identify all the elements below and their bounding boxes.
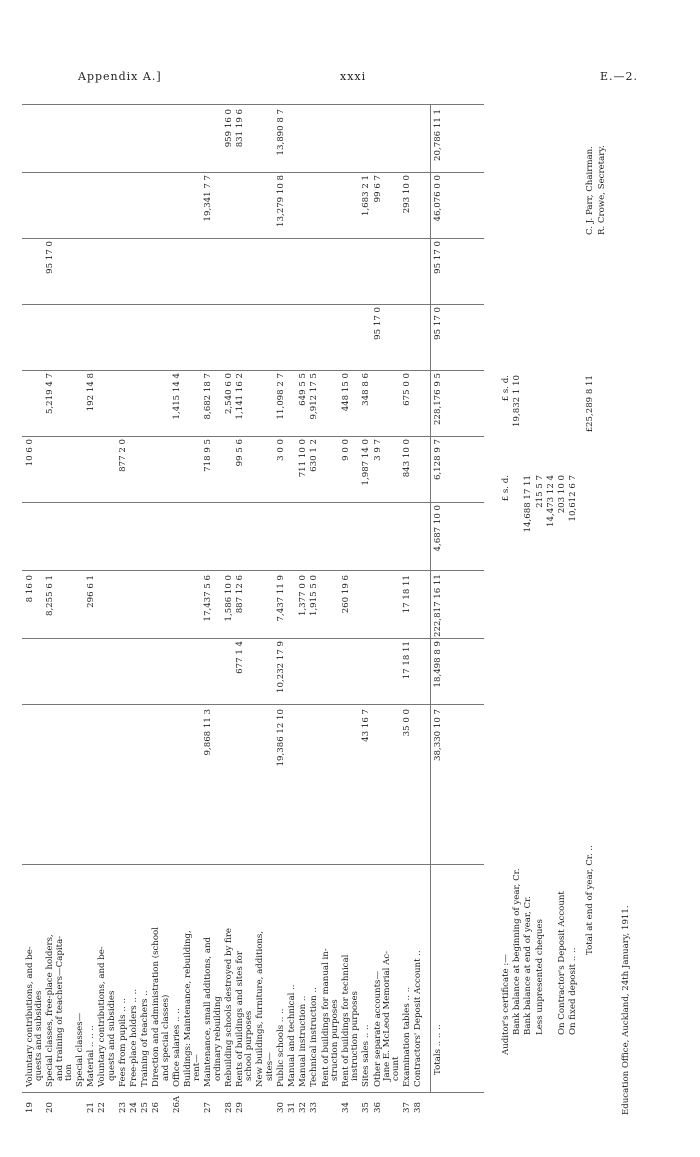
cell-value: 35 0 0 [402, 709, 413, 737]
cell-value: 293 10 0 [402, 175, 413, 214]
cell-value: 649 5 5 [298, 373, 309, 406]
column-rule [22, 238, 484, 239]
signature-secretary: R. Crowe, Secretary. [596, 145, 607, 235]
cell-value: 13,890 8 7 [275, 109, 286, 156]
totals-value: 95 17 0 [432, 241, 443, 274]
row-label: Contractors' Deposit Account .. [413, 950, 424, 1087]
totals-value: 95 17 0 [432, 307, 443, 340]
row-label: rent— [192, 1054, 203, 1081]
cell-value: 959 16 0 [223, 109, 234, 148]
row-label: quests and subsidies [34, 990, 45, 1081]
row-number: 21 [86, 1102, 97, 1113]
row-label: count [391, 1056, 401, 1081]
row-number: 34 [341, 1102, 351, 1113]
certificate-line: On Contractor's Deposit Account [557, 891, 567, 1035]
cell-value: 43 16 7 [361, 709, 372, 742]
row-number: 26A [171, 1095, 182, 1113]
footer-text: Education Office, Auckland, 24th January, 1911. [621, 905, 632, 1115]
row-number: 27 [203, 1102, 214, 1113]
cell-value: 9,868 11 3 [203, 709, 214, 756]
row-number: 22 [97, 1102, 108, 1113]
column-rule [22, 1092, 484, 1093]
row-label: Jane E. McLeod Memorial Ac- [381, 950, 392, 1081]
row-number: 23 [117, 1102, 128, 1113]
cell-value: 13,279 10 8 [275, 175, 286, 227]
row-number: 30 [275, 1102, 286, 1113]
cell-value: 9 0 0 [341, 439, 351, 461]
cell-value: 2,540 6 0 [223, 373, 234, 415]
totals-value: 6,128 9 7 [432, 439, 443, 481]
cell-value: 7,437 11 9 [275, 575, 286, 622]
row-label: ordinary rebuilding [212, 996, 223, 1081]
cell-value: 3 9 7 [372, 439, 383, 461]
cell-value: 711 10 0 [298, 439, 309, 478]
column-rule [22, 172, 484, 173]
certificate-amount: 19,832 1 10 [512, 375, 523, 427]
row-label: quests and subsidies [106, 990, 117, 1081]
column-rule [22, 436, 484, 437]
row-label: Public schools .. .. [275, 1008, 286, 1087]
row-label: Office salaries .. .. [171, 1008, 182, 1087]
totals-value: 4,687 10 0 [432, 505, 443, 552]
row-label: Manual and technical .. [287, 984, 297, 1087]
cell-value: 17 18 11 [402, 575, 413, 614]
column-rule [22, 638, 484, 639]
certificate-line: Bank balance at end of year, Cr. [523, 896, 534, 1035]
row-label: Training of teachers .. [140, 990, 151, 1087]
row-label: Voluntary contributions, and be- [25, 946, 35, 1087]
certificate-total: £25,289 8 11 [585, 375, 596, 433]
row-label: sites— [264, 1052, 275, 1081]
cell-value: 8,255 6 1 [45, 575, 56, 617]
cell-value: 718 9 5 [203, 439, 214, 472]
certificate-amount: 14,688 17 11 [523, 475, 534, 533]
cell-value: 1,987 14 0 [361, 439, 372, 486]
row-label: Buildings: Maintenance, rebuilding, [183, 930, 193, 1087]
cell-value: 10,232 17 9 [275, 641, 286, 693]
column-rule [22, 864, 484, 865]
row-number: 29 [235, 1102, 245, 1113]
row-label: Other separate accounts— [372, 970, 383, 1087]
row-label: struction purposes [329, 999, 340, 1081]
totals-value: 46,076 0 0 [432, 175, 443, 222]
row-number: 37 [402, 1102, 413, 1113]
row-label: Voluntary contributions, and be- [97, 946, 108, 1087]
certificate-amount: 14,473 12 4 [545, 475, 556, 527]
cell-value: 877 2 0 [117, 439, 128, 472]
cell-value: 1,683 2 1 [361, 175, 372, 217]
row-label: Examination tables .. .. [402, 986, 413, 1087]
rotated-ledger-table [22, 55, 662, 1115]
cell-value: 348 8 6 [361, 373, 372, 406]
certificate-amount: 215 5 7 [534, 475, 545, 508]
row-label: instruction purposes [350, 991, 361, 1081]
row-label: Special classes, free-place holders, [45, 934, 56, 1087]
column-rule [22, 704, 484, 705]
column-rule [22, 370, 484, 371]
totals-value: 38,330 10 7 [432, 709, 443, 761]
cell-value: 192 14 8 [86, 373, 97, 412]
page-header-left: Appendix A.] [78, 70, 162, 83]
row-number: 33 [309, 1102, 320, 1113]
row-label: Rent of buildings for technical [341, 954, 351, 1087]
currency-heading: £ s. d. [501, 475, 511, 502]
row-number: 19 [25, 1102, 35, 1113]
cell-value: 17 18 11 [402, 641, 413, 680]
cell-value: 3 0 0 [275, 439, 286, 461]
column-rule [22, 104, 484, 105]
cell-value: 95 17 0 [372, 307, 383, 340]
cell-value: 843 10 0 [402, 439, 413, 478]
column-rule [22, 570, 484, 571]
row-number: 38 [413, 1102, 424, 1113]
row-number: 24 [129, 1102, 139, 1113]
page-number: xxxi [340, 70, 367, 83]
row-number: 26 [151, 1102, 162, 1113]
totals-value: 222,817 16 11 [432, 574, 443, 637]
column-rule [22, 304, 484, 305]
row-number: 31 [287, 1102, 297, 1113]
row-label: tion [63, 1064, 74, 1081]
row-label: Free-place holders .. .. [129, 988, 139, 1087]
cell-value: 99 5 6 [235, 439, 245, 467]
certificate-line: On fixed deposit .. .. [568, 947, 579, 1035]
row-label: Rents of buildings and sites for [235, 951, 245, 1087]
cell-value: 630 1 2 [309, 439, 320, 472]
row-number: 25 [140, 1102, 151, 1113]
totals-value: 18,498 8 9 [432, 641, 443, 688]
cell-value: 887 12 6 [235, 575, 245, 614]
cell-value: 11,098 2 7 [275, 373, 286, 420]
signature-chairman: C. J. Parr, Chairman. [585, 146, 596, 235]
column-rule [22, 502, 484, 503]
totals-rule [430, 105, 431, 1093]
cell-value: 99 6 7 [372, 175, 383, 203]
certificate-heading: Auditor's certificate :— [501, 954, 511, 1055]
certificate-total-label: Total at end of year, Cr. .. [585, 845, 596, 955]
row-number: 20 [45, 1102, 56, 1113]
cell-value: 17,437 5 6 [203, 575, 214, 622]
cell-value: 1,141 16 2 [235, 373, 245, 420]
cell-value: 5,219 4 7 [45, 373, 56, 415]
cell-value: 9,912 17 5 [309, 373, 320, 420]
cell-value: 19,386 12 10 [275, 709, 286, 767]
certificate-line: Bank balance at beginning of year, Cr. [512, 868, 523, 1035]
row-number: 35 [361, 1102, 372, 1113]
row-label: Technical instruction .. [309, 987, 320, 1087]
cell-value: 1,377 0 0 [298, 575, 309, 617]
totals-value: 228,176 9 5 [432, 373, 443, 425]
row-number: 28 [223, 1102, 234, 1113]
cell-value: 1,415 14 4 [171, 373, 182, 420]
row-label: and special classes) [160, 994, 171, 1081]
row-number: 36 [372, 1102, 383, 1113]
totals-label: Totals .. .. .. [432, 1024, 443, 1075]
row-label: Rebuilding schools destroyed by fire [223, 927, 234, 1087]
currency-heading: £ s. d. [501, 375, 511, 402]
row-label: Direction and administration (school [151, 927, 162, 1087]
row-label: New buildings, furniture, additions, [255, 930, 266, 1087]
row-label: Fees from pupils .. .. [117, 998, 128, 1087]
row-label: Material .. .. .. [86, 1025, 97, 1087]
cell-value: 8 16 0 [25, 575, 35, 603]
certificate-amount: 203 10 0 [557, 475, 567, 514]
row-label: school purposes [244, 1010, 255, 1081]
cell-value: 448 15 0 [341, 373, 351, 412]
cell-value: 677 1 4 [235, 641, 245, 674]
cell-value: 675 0 0 [402, 373, 413, 406]
certificate-line: Less unpresented cheques [534, 919, 545, 1035]
row-label: Special classes— [75, 1012, 85, 1087]
row-label: Manual instruction .. [298, 995, 309, 1087]
cell-value: 1,586 10 0 [223, 575, 234, 622]
cell-value: 19,341 7 7 [203, 175, 214, 222]
cell-value: 831 19 6 [235, 109, 245, 148]
cell-value: 8,682 18 7 [203, 373, 214, 420]
row-label: Rent of buildings for manual in- [320, 948, 331, 1087]
cell-value: 260 19 6 [341, 575, 351, 614]
cell-value: 95 17 0 [45, 241, 56, 274]
cell-value: 1,915 5 0 [309, 575, 320, 617]
row-label: Maintenance, small additions, and [203, 936, 214, 1087]
row-number: 32 [298, 1102, 309, 1113]
cell-value: 296 6 1 [86, 575, 97, 608]
certificate-amount: 10,612 6 7 [568, 475, 579, 522]
cell-value: 10 6 0 [25, 439, 35, 467]
totals-value: 20,786 11 1 [432, 109, 443, 161]
page-header-right: E.—2. [600, 70, 639, 83]
row-label: Sites sales .. .. [361, 1024, 372, 1087]
row-label: and training of teachers—Capita- [54, 935, 65, 1081]
